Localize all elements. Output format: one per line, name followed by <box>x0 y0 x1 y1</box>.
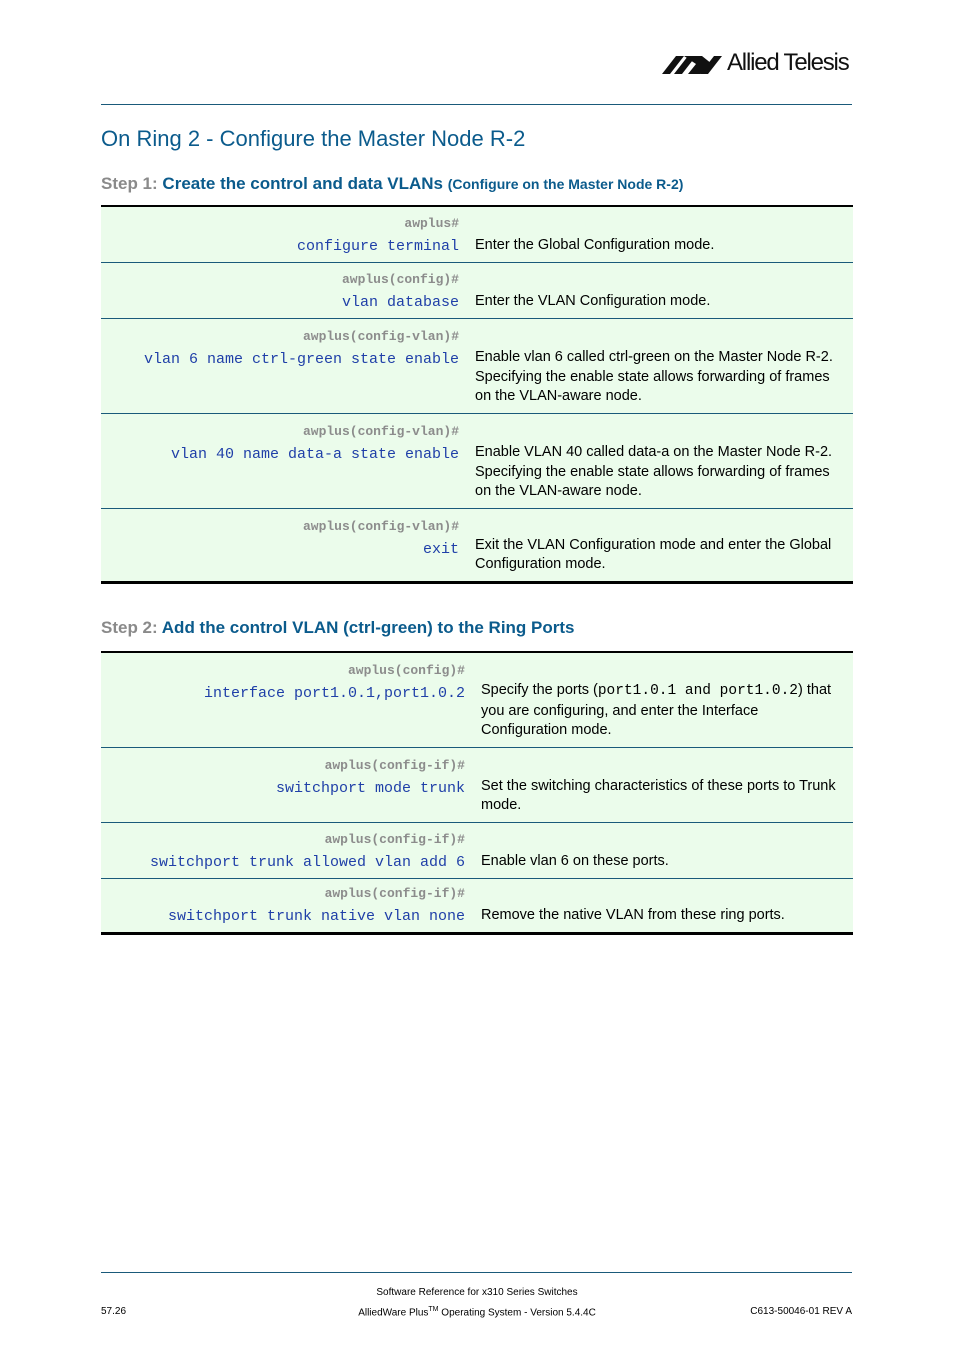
cli-command: switchport trunk native vlan none <box>167 907 465 925</box>
table-row <box>101 878 853 933</box>
trademark-mark: TM <box>428 1306 439 1313</box>
row-description: Remove the native VLAN from these ring ports. <box>481 907 785 923</box>
step1-heading <box>101 174 683 194</box>
table-row <box>101 318 853 413</box>
table-row <box>101 747 853 822</box>
cli-prompt: awplus(config-vlan)# <box>302 423 459 439</box>
table-row <box>101 262 853 318</box>
logo-wordmark: Allied Telesis <box>727 49 849 76</box>
row-description <box>481 681 845 741</box>
cli-prompt: awplus(config-if)# <box>324 831 465 847</box>
cli-prompt: awplus(config-if)# <box>324 757 465 773</box>
desc-text: ) that you are configuring, and enter the Interface Configuration mode. <box>481 682 832 738</box>
row-description: Set the switching characteristics of these ports to Trunk mode. <box>481 777 836 813</box>
footer-version: Operating System - Version 5.4.4C <box>438 1307 596 1319</box>
row-description: Enable vlan 6 on these ports. <box>481 853 669 869</box>
header-rule <box>101 104 852 105</box>
cli-prompt: awplus(config-if)# <box>324 885 465 901</box>
cli-command: switchport trunk allowed vlan add 6 <box>149 853 465 871</box>
desc-code: port1.0.1 and port1.0.2 <box>597 683 798 699</box>
table-row <box>101 652 853 747</box>
step2-title: Add the control VLAN (ctrl-green) to the Ring Ports <box>161 618 575 637</box>
row-description: Enable vlan 6 called ctrl-green on the Master Node R-2. Specifying the enable state allows forwarding of frames on the VLAN-aware node. <box>475 349 833 404</box>
footer-product-name: AlliedWare Plus <box>358 1307 429 1319</box>
cli-prompt: awplus(config)# <box>347 663 465 678</box>
table-row <box>101 413 853 508</box>
footer-title: Software Reference for x310 Series Switches <box>376 1287 578 1298</box>
step2-heading <box>101 618 575 638</box>
table-row <box>101 508 853 582</box>
cli-command: interface port1.0.1,port1.0.2 <box>203 685 465 702</box>
row-description: Enable VLAN 40 called data-a on the Master Node R-2. Specifying the enable state allows forwarding of frames on the VLAN-aware node. <box>475 444 833 499</box>
row-description: Enter the Global Configuration mode. <box>475 237 715 253</box>
step1-table <box>101 205 853 584</box>
row-description: Enter the VLAN Configuration mode. <box>475 293 711 309</box>
cli-command: vlan 6 name ctrl-green state enable <box>143 350 459 368</box>
page-number: 57.26 <box>101 1306 127 1317</box>
section-title: On Ring 2 - Configure the Master Node R-2 <box>101 126 526 151</box>
cli-prompt: awplus(config)# <box>341 271 459 287</box>
step1-title: Create the control and data VLANs <box>162 174 443 193</box>
footer-rule <box>101 1272 852 1273</box>
cli-prompt: awplus# <box>404 215 459 231</box>
table-row <box>101 206 853 262</box>
cli-prompt: awplus(config-vlan)# <box>302 518 459 534</box>
cli-command: exit <box>422 540 459 558</box>
step2-label: Step 2: <box>101 618 158 637</box>
step1-label: Step 1: <box>101 174 158 193</box>
row-description: Exit the VLAN Configuration mode and enter the Global Configuration mode. <box>475 536 832 572</box>
cli-command: switchport mode trunk <box>275 779 465 797</box>
step1-subtitle: (Configure on the Master Node R-2) <box>447 176 684 192</box>
table-row <box>101 822 853 878</box>
document-id: C613-50046-01 REV A <box>750 1306 852 1317</box>
step2-table <box>101 651 853 935</box>
cli-prompt: awplus(config-vlan)# <box>302 328 459 344</box>
desc-text: Specify the ports ( <box>481 682 598 698</box>
cli-command: vlan 40 name data-a state enable <box>170 445 459 463</box>
cli-command: vlan database <box>341 293 459 311</box>
cli-command: configure terminal <box>296 237 459 255</box>
